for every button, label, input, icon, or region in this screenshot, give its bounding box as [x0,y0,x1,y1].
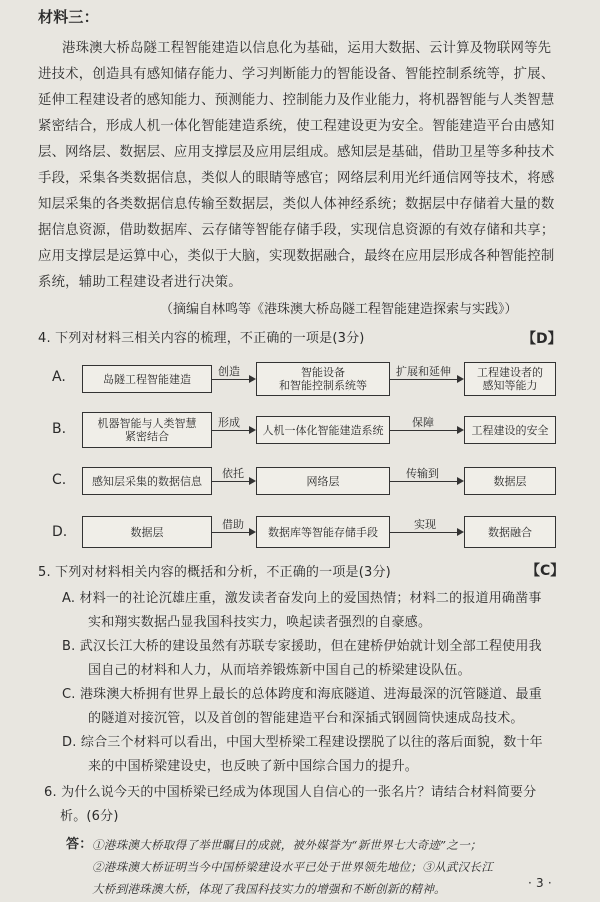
material-line: 知层采集的各类数据信息传输至数据层，类似人体神经系统；数据层中存储着大量的数 [38,197,555,212]
material-line: 紧密结合，形成人机一体化智能建造系统，使工程建设更为安全。智能建造平台由感知 [38,119,555,134]
flow-arrow [390,532,462,533]
flow-box [82,412,212,448]
flow-box: 数据层 [464,467,556,495]
answer-line: ①港珠澳大桥取得了举世瞩目的成就，被外媒誉为“新世界七大奇迹”之一； [92,838,482,852]
box-line: 机器智能与人类智慧 [97,417,197,430]
material-line: 手段，采集各类数据信息，类似人的眼睛等感官；网络层利用光纤通信网等技术，将感 [38,171,555,186]
arrow-label: 依托 [222,467,244,480]
q5-option-line: 的隧道对接沉管，以及首创的智能建造平台和深插式钢圆筒快速成岛技术。 [88,711,524,726]
q5-option-line: C. 港珠澳大桥拥有世界上最长的总体跨度和海底隧道、进海最深的沉管隧道、最重 [62,687,542,702]
arrow-label: 创造 [218,365,240,378]
flow-box: 岛隧工程智能建造 [82,365,212,393]
box-line: 工程建设者的 [477,366,543,379]
flow-arrow [212,430,254,431]
material-line: 港珠澳大桥岛隧工程智能建造以信息化为基础，运用大数据、云计算及物联网等先 [62,41,552,56]
option-letter: B. [52,421,67,437]
material-line: 延伸工程建设者的感知能力、预测能力、控制能力及作业能力，将机器智能与人类智慧 [38,93,555,108]
option-letter: A. [52,369,66,385]
arrow-label: 形成 [218,416,240,429]
material-line: 进技术，创造具有感知储存能力、学习判断能力的智能设备、智能控制系统等，扩展、 [38,67,555,82]
flow-arrow [212,532,254,533]
q5-option-line: 国自己的材料和人力，从而培养锻炼新中国自己的桥梁建设队伍。 [88,663,471,678]
q5-option-line: 来的中国桥梁建设史，也反映了新中国综合国力的提升。 [88,759,419,774]
material-line: 系统，辅助工程建设者进行决策。 [38,275,242,290]
box-line: 感知等能力 [482,379,538,392]
answer-line: ②港珠澳大桥证明当今中国桥梁建设水平已处于世界领先地位；③从武汉长江 [92,860,493,874]
flow-arrow [390,430,462,431]
flow-box: 感知层采集的数据信息 [82,467,212,495]
flow-arrow [212,481,254,482]
option-letter: D. [52,524,68,540]
answer-prefix: 答： [66,837,93,852]
box-line: 紧密结合 [125,430,169,443]
q5-option-line: 实和翔实数据凸显我国科技实力，唤起读者强烈的自豪感。 [88,615,432,630]
flow-box: 人机一体化智能建造系统 [256,416,390,444]
q5-answer: 【C】 [526,563,565,579]
flow-box: 工程建设的安全 [464,416,556,444]
q4-answer: 【D】 [522,331,562,347]
box-line: 智能设备 [301,366,345,379]
q6-stem: 析。(6分) [60,809,119,824]
flow-arrow [390,481,462,482]
flow-box: 数据库等智能存储手段 [256,516,390,548]
flow-box: 数据层 [82,516,212,548]
answer-line: 大桥到港珠澳大桥，体现了我国科技实力的增强和不断创新的精神。 [92,882,446,896]
flow-box: 网络层 [256,467,390,495]
material-title: 材料三： [38,8,99,26]
arrow-label: 传输到 [406,467,439,480]
q5-option-line: B. 武汉长江大桥的建设虽然有苏联专家援助，但在建桥伊始就计划全部工程使用我 [62,639,542,654]
flow-box [464,362,556,396]
q5-option-line: A. 材料一的社论沉雄庄重，激发读者奋发向上的爱国热情；材料二的报道用确凿事 [62,591,542,606]
q6-stem: 6. 为什么说今天的中国桥梁已经成为体现国人自信心的一张名片？请结合材料简要分 [44,785,537,800]
material-line: 应用支撑层是运算中心，类似于大脑，实现数据融合，最终在应用层形成各种智能控制 [38,249,555,264]
arrow-label: 借助 [222,518,244,531]
box-line: 和智能控制系统等 [279,379,367,392]
arrow-label: 扩展和延伸 [396,365,451,378]
material-line: 据信息资源，借助数据库、云存储等智能存储手段，实现信息资源的有效存储和共享； [38,223,555,238]
q5-option-line: D. 综合三个材料可以看出，中国大型桥梁工程建设摆脱了以往的落后面貌，数十年 [62,735,543,750]
flow-arrow [390,379,462,380]
arrow-label: 保障 [412,416,434,429]
material-source: （摘编自林鸣等《港珠澳大桥岛隧工程智能建造探索与实践》） [160,302,518,317]
page-number: · 3 · [528,876,552,890]
flow-box [256,362,390,396]
q4-stem: 4. 下列对材料三相关内容的梳理，不正确的一项是(3分) [38,331,365,346]
flow-arrow [212,379,254,380]
arrow-label: 实现 [414,518,436,531]
flow-box: 数据融合 [464,516,556,548]
material-line: 层、网络层、数据层、应用支撑层及应用层组成。感知层是基础，借助卫星等多种技术 [38,145,555,160]
q5-stem: 5. 下列对材料相关内容的概括和分析，不正确的一项是(3分) [38,565,391,580]
option-letter: C. [52,472,67,488]
